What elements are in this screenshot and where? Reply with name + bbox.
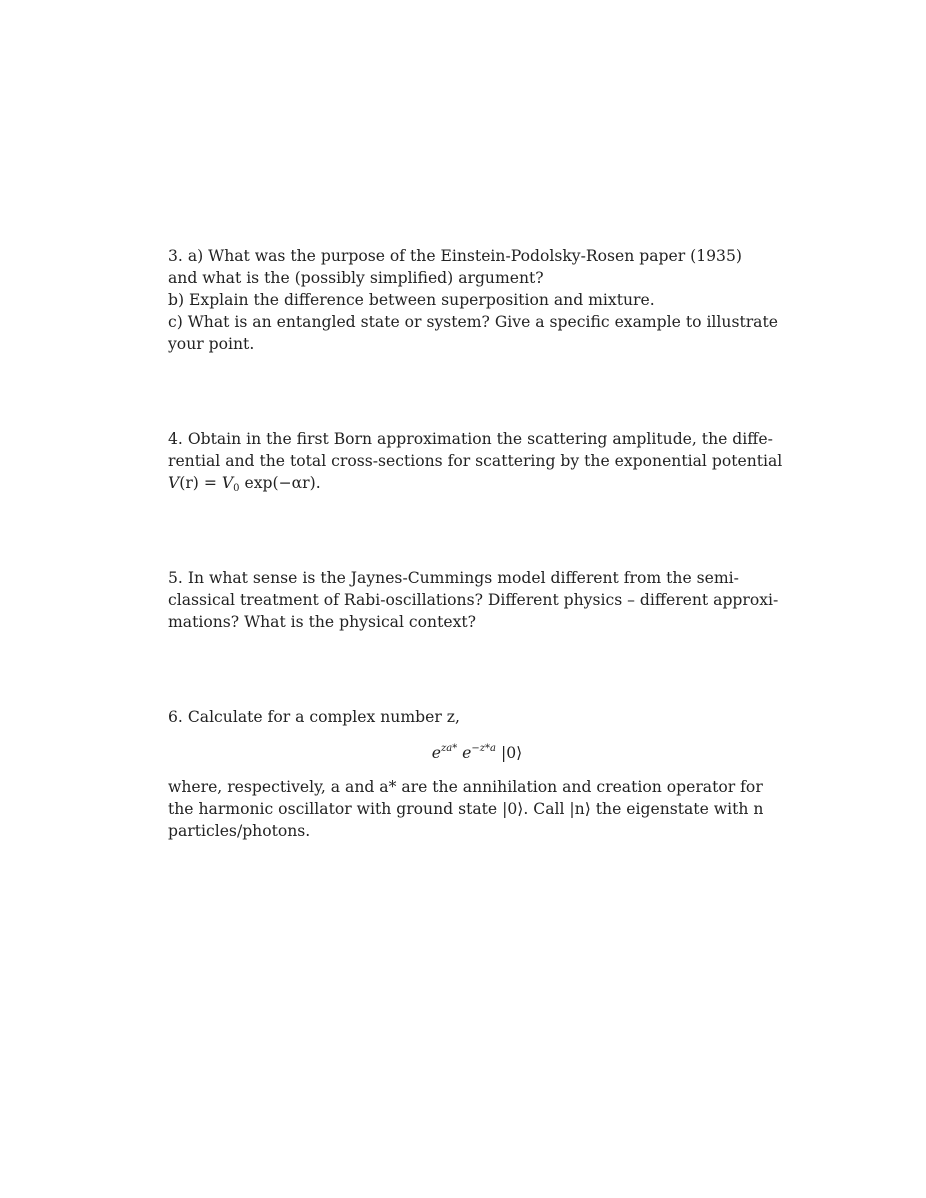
problem-5	[168, 567, 779, 633]
formula-v0: V	[221, 474, 234, 492]
problem-3-line-2: and what is the (possibly simplified) argument?	[168, 269, 544, 287]
formula-rest: exp(−αr).	[239, 474, 321, 492]
formula-arg: (r)	[179, 474, 199, 492]
problem-3-line-3: b) Explain the difference between superposition and mixture.	[168, 291, 655, 309]
problem-5-line-3: mations? What is the physical context?	[168, 613, 476, 631]
displayed-equation	[196, 734, 758, 768]
problem-3-line-1: 3. a) What was the purpose of the Einstein-Podolsky-Rosen paper (1935)	[168, 247, 742, 265]
problem-5-line-1: 5. In what sense is the Jaynes-Cummings model different from the semi-	[168, 569, 739, 587]
problem-6-line-1: where, respectively, a and a* are the annihilation and creation operator for	[168, 778, 763, 796]
problem-3	[168, 245, 778, 355]
equation-exp-2-base: e	[462, 744, 472, 762]
problem-4-line-1: 4. Obtain in the first Born approximation the scattering amplitude, the diffe-	[168, 430, 773, 448]
problem-6-line-3: particles/photons.	[168, 822, 311, 840]
equation-exp-1-power: za*	[440, 743, 458, 754]
problem-3-line-5: your point.	[168, 335, 255, 353]
problem-4	[168, 428, 783, 500]
problem-6	[168, 706, 764, 842]
problem-5-line-2: classical treatment of Rabi-oscillations? Different physics – different approxi-	[168, 591, 779, 609]
problem-6-intro: 6. Calculate for a complex number z,	[168, 708, 460, 726]
problem-6-line-2: the harmonic oscillator with ground state |0⟩. Call |n⟩ the eigenstate with n	[168, 800, 764, 818]
equation-exp-1-base: e	[431, 744, 441, 762]
equation-ket: |0⟩	[500, 744, 523, 762]
formula-v0-subscript: 0	[233, 483, 240, 494]
problem-3-line-4: c) What is an entangled state or system? Give a specific example to illustrate	[168, 313, 778, 331]
potential-formula	[168, 472, 758, 500]
equation-exp-2-power: −z*a	[471, 743, 497, 754]
formula-eq: =	[198, 474, 222, 492]
problem-4-line-2: rential and the total cross-sections for scattering by the exponential potential	[168, 452, 783, 470]
formula-lhs: V	[168, 474, 180, 492]
